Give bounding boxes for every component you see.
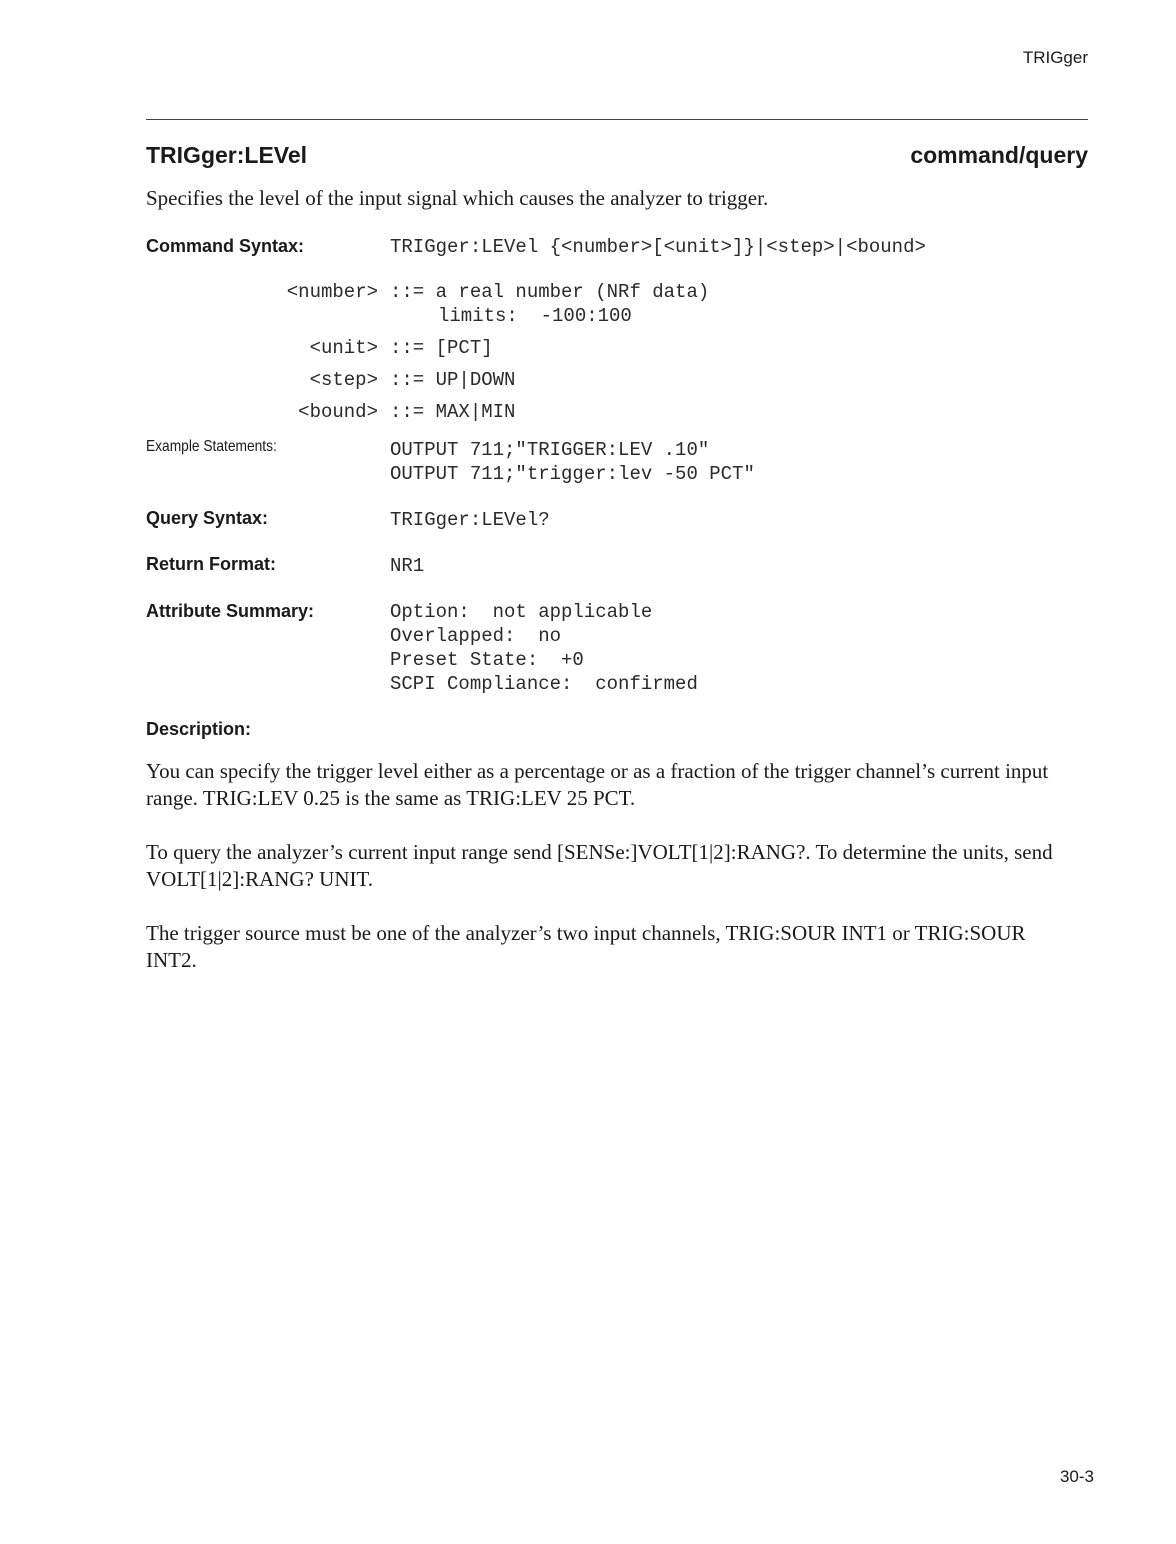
description-text: To query the analyzer’s current input range send [SENSe:]VOLT[1|2]:RANG?. To determine the units, send VOLT[1|2]:RANG? UNIT. (146, 840, 1053, 891)
command-title: TRIGger:LEVel (146, 142, 308, 168)
command-type: command/query (910, 142, 1088, 168)
example-line-2: OUTPUT 711;"trigger:lev -50 PCT" (390, 463, 755, 485)
def-name-unit: <unit> (309, 337, 378, 359)
def-value-step: ::= UP|DOWN (390, 369, 516, 391)
description-paragraph (146, 758, 1086, 812)
def-value-unit: ::= [PCT] (390, 337, 493, 359)
description-label: Description: (146, 719, 252, 739)
command-syntax-label: Command Syntax: (146, 236, 305, 256)
def-value-limits: limits: -100:100 (438, 305, 632, 327)
attribute-line-overlapped: Overlapped: no (390, 625, 562, 647)
description-paragraph (146, 920, 1026, 974)
description-text: The trigger source must be one of the analyzer’s two input channels, TRIG:SOUR INT1 or TRIG:SOUR INT2. (146, 921, 1026, 972)
attribute-line-preset: Preset State: +0 (390, 649, 584, 671)
return-format-label: Return Format: (146, 554, 276, 574)
description-text: You can specify the trigger level either as a percentage or as a fraction of the trigger channel’s current input range. TRIG:LEV 0.25 is the same as TRIG:LEV 25 PCT. (146, 759, 1049, 810)
description-paragraph (146, 839, 1086, 893)
running-header: TRIGger (1022, 48, 1088, 67)
return-format-value: NR1 (390, 555, 425, 577)
attribute-line-scpi: SCPI Compliance: confirmed (390, 673, 698, 695)
attribute-summary-label: Attribute Summary: (146, 601, 315, 621)
page-number: 30-3 (1059, 1467, 1094, 1486)
def-value-bound: ::= MAX|MIN (390, 401, 516, 423)
def-value-number: ::= a real number (NRf data) (390, 281, 710, 303)
def-name-bound: <bound> (298, 401, 378, 423)
header-rule (146, 119, 1088, 120)
command-syntax-value: TRIGger:LEVel {<number>[<unit>]}|<step>|<bound> (390, 236, 926, 258)
example-statements-label: Example Statements: (146, 438, 277, 455)
attribute-line-option: Option: not applicable (390, 601, 653, 623)
example-line-1: OUTPUT 711;"TRIGGER:LEV .10" (390, 439, 710, 461)
query-syntax-label: Query Syntax: (146, 508, 269, 528)
def-name-step: <step> (309, 369, 378, 391)
command-summary: Specifies the level of the input signal which causes the analyzer to trigger. (146, 186, 769, 210)
def-name-number: <number> (286, 281, 378, 303)
query-syntax-value: TRIGger:LEVel? (390, 509, 550, 531)
